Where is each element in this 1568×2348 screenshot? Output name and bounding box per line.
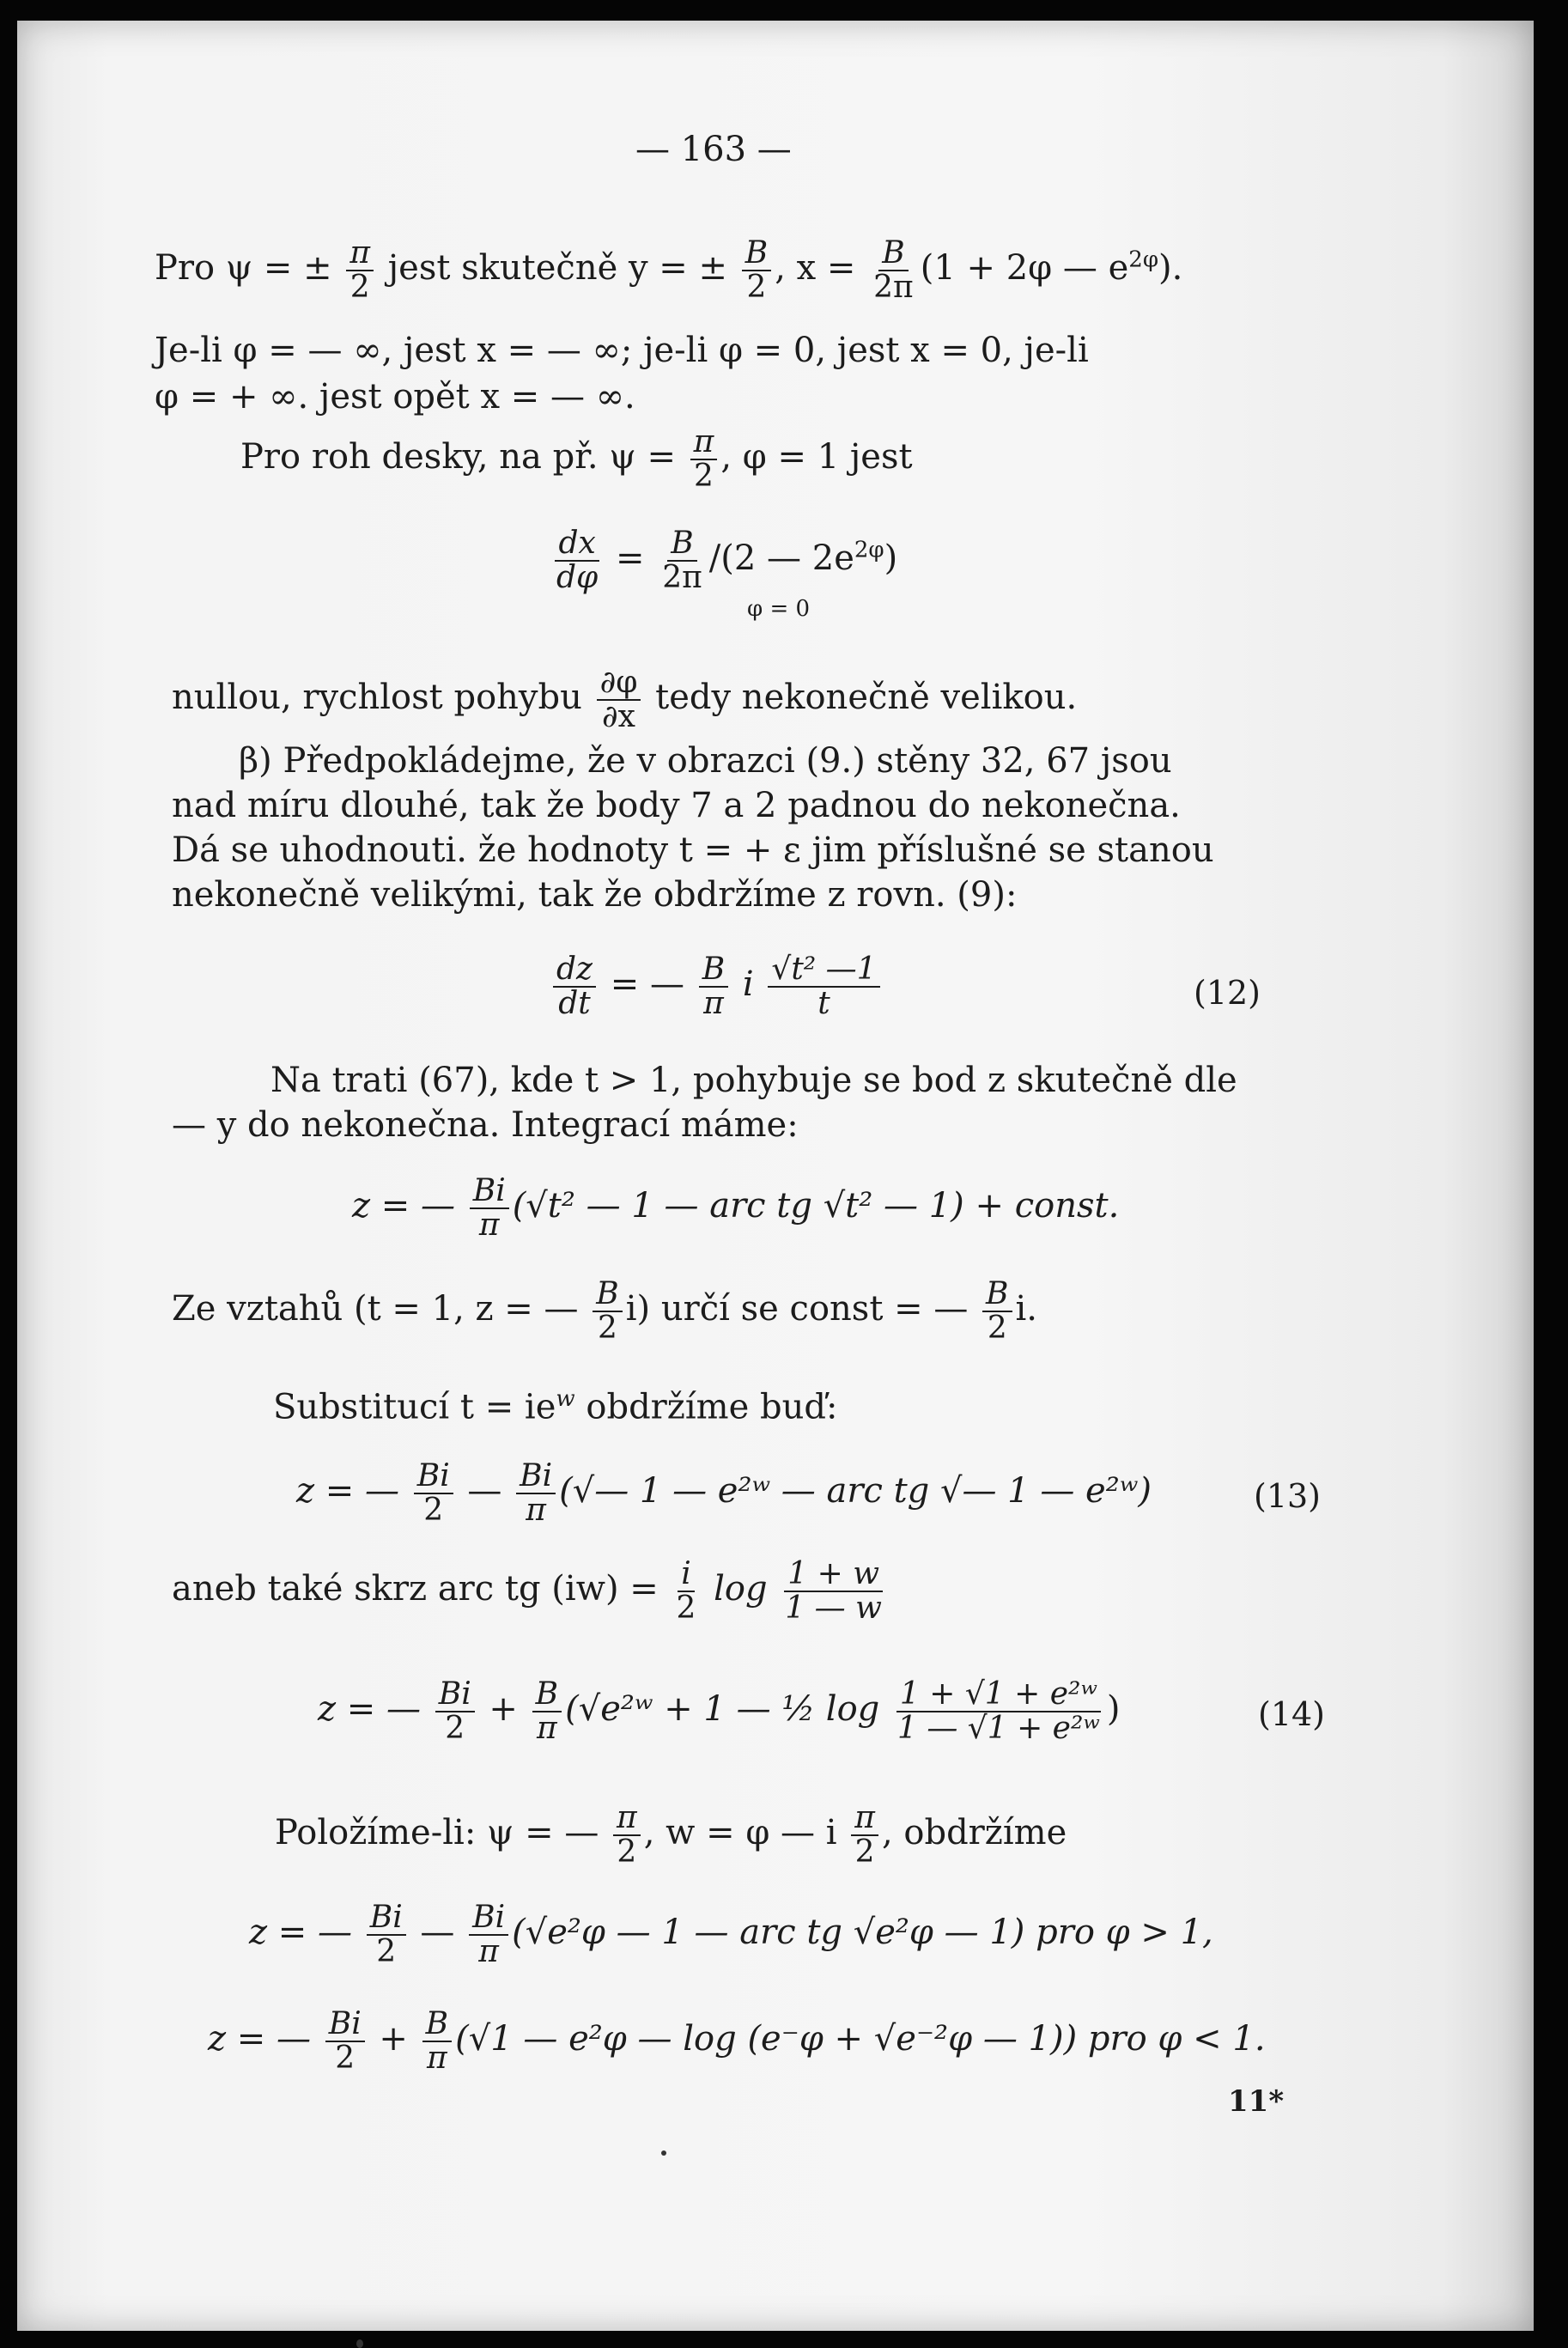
- book-page: [17, 21, 1534, 2331]
- fraction: $\frac{\partial\varphi}{\partial x}$: [597, 666, 641, 733]
- fraction: $\frac{\pi}{2}$: [346, 237, 374, 304]
- signature-mark: 11*: [1228, 2084, 1285, 2119]
- fraction: $\frac{dz}{dt}$: [553, 953, 596, 1020]
- equation-phi-greater-1: z = — $\frac{Bi}{2}$ — $\frac{Bi}{\pi}$ (√e²φ — 1 — arc tg √e²φ — 1) pro φ > 1,: [249, 1900, 1213, 1969]
- fraction: $\frac{Bi}{\pi}$: [516, 1460, 556, 1527]
- text-line-11: Na trati (67), kde t > 1, pohybuje se bod z skutečně dle: [270, 1061, 1237, 1100]
- equation-phi-less-1: z = — $\frac{Bi}{2}$ + $\frac{B}{\pi}$ (√1 — e²φ — log (e⁻φ + √e⁻²φ — 1)) pro φ < 1.: [208, 2006, 1266, 2076]
- fraction: $\frac{Bi}{\pi}$: [470, 1175, 509, 1242]
- equation-number-12: (12): [1194, 974, 1261, 1012]
- fraction: $\frac{\text{1 + √1 + e²ʷ}}{\text{1 — √1 + e²ʷ}}$: [897, 1676, 1100, 1746]
- fraction: $\frac{B}{2\pi}$: [662, 526, 702, 595]
- text-line-8: nad míru dlouhé, tak že body 7 a 2 padnou do nekonečna.: [172, 786, 1181, 825]
- equation-dx-dphi: $\frac{dx}{d\varphi}$ = $\frac{B}{2\pi}$ /(2 — $2e^{2\varphi}$): [550, 527, 897, 594]
- fraction: $\frac{\text{√t² —1}}{t}$: [768, 953, 879, 1020]
- fraction: $\frac{Bi}{2}$: [367, 1901, 406, 1968]
- text-line-16: Položíme-li: ψ = — $\frac{\pi}{2}$ , w = φ — i $\frac{\pi}{2}$ , obdržíme: [275, 1800, 1067, 1870]
- text-line-4: Pro roh desky, na př. ψ = $\frac{\pi}{2}$ , φ = 1 jest: [240, 424, 913, 494]
- text-line-15: aneb také skrz arc tg (iw) = $\frac{i}{2}$ log $\frac{1 + w}{1 — w}$: [172, 1558, 889, 1625]
- text-line-9: Dá se uhodnouti. že hodnoty t = + ε jim příslušné se stanou: [172, 830, 1214, 870]
- fraction: $\frac{Bi}{2}$: [435, 1678, 475, 1745]
- text-line-12: — y do nekonečna. Integrací máme:: [172, 1105, 799, 1145]
- paper-speck: [661, 2150, 666, 2156]
- fraction: $\frac{B}{\pi}$: [532, 1678, 562, 1745]
- fraction: $\frac{Bi}{2}$: [325, 2008, 365, 2075]
- equation-14: z = — $\frac{Bi}{2}$ + $\frac{B}{\pi}$ (√e²ʷ + 1 — ½ log $\frac{\text{1 + √1 + e²ʷ}}{\text{1 — √1 + e²ʷ}}$ ): [318, 1676, 1121, 1746]
- fraction: $\frac{B}{2\pi}$: [873, 235, 914, 305]
- fraction: $\frac{i}{2}$: [676, 1556, 696, 1626]
- equation-number-14: (14): [1258, 1695, 1326, 1733]
- equation-13: z = — $\frac{Bi}{2}$ — $\frac{Bi}{\pi}$ (√— 1 — e²ʷ — arc tg √— 1 — e²ʷ): [296, 1458, 1152, 1528]
- fraction: $\frac{\pi}{2}$: [690, 426, 718, 493]
- fraction: $\frac{\pi}{2}$: [851, 1802, 878, 1869]
- fraction: $\frac{B}{2}$: [742, 237, 771, 304]
- paper-speck: [356, 2339, 363, 2348]
- page-number: — 163 —: [635, 130, 792, 169]
- fraction: $\frac{B}{\pi}$: [699, 953, 728, 1020]
- fraction: $\frac{Bi}{2}$: [414, 1460, 453, 1527]
- fraction: $\frac{B}{2}$: [593, 1278, 622, 1345]
- text-line-13: Ze vztahů (t = 1, z = — $\frac{B}{2}$ i) určí se const = — $\frac{B}{2}$ i.: [172, 1276, 1038, 1346]
- fraction: $\frac{1 + w}{1 — w}$: [785, 1556, 882, 1626]
- fraction: $\frac{B}{2}$: [982, 1278, 1012, 1345]
- fraction: $\frac{\pi}{2}$: [613, 1802, 641, 1869]
- fraction: $\frac{Bi}{\pi}$: [469, 1901, 508, 1968]
- fraction: $\frac{dx}{d\varphi}$: [556, 526, 599, 595]
- equation-12: $\frac{dz}{dt}$ = — $\frac{B}{\pi}$ i $\frac{\text{√t² —1}}{t}$: [550, 953, 884, 1020]
- equation-integral: z = — $\frac{Bi}{\pi}$ (√t² — 1 — arc tg √t² — 1) + const.: [352, 1173, 1120, 1243]
- text-line-6: nullou, rychlost pohybu $\frac{\partial\varphi}{\partial x}$ tedy nekonečně velikou.: [172, 665, 1078, 734]
- text-line-2: Je-li φ = — ∞, jest x = — ∞; je-li φ = 0, jest x = 0, je-li: [155, 331, 1089, 370]
- text-line-14: Substitucí $t = ie^w$ obdržíme buď:: [273, 1386, 838, 1427]
- text-line-3: φ = + ∞. jest opět x = — ∞.: [155, 377, 635, 417]
- equation-number-13: (13): [1254, 1477, 1322, 1515]
- text-line-10: nekonečně velikými, tak že obdržíme z rovn. (9):: [172, 875, 1018, 915]
- text-line-7: β) Předpokládejme, že v obrazci (9.) stěny 32, 67 jsou: [239, 741, 1172, 781]
- text-line-1: Pro ψ = ± $\frac{\pi}{2}$ jest skutečně y = ± $\frac{B}{2}$ , x = $\frac{B}{2\pi}$ (1 + 2φ — $e^{2\varphi}$).: [155, 235, 1183, 305]
- fraction: $\frac{B}{\pi}$: [422, 2008, 452, 2075]
- subscript-phi-zero: φ = 0: [747, 596, 811, 622]
